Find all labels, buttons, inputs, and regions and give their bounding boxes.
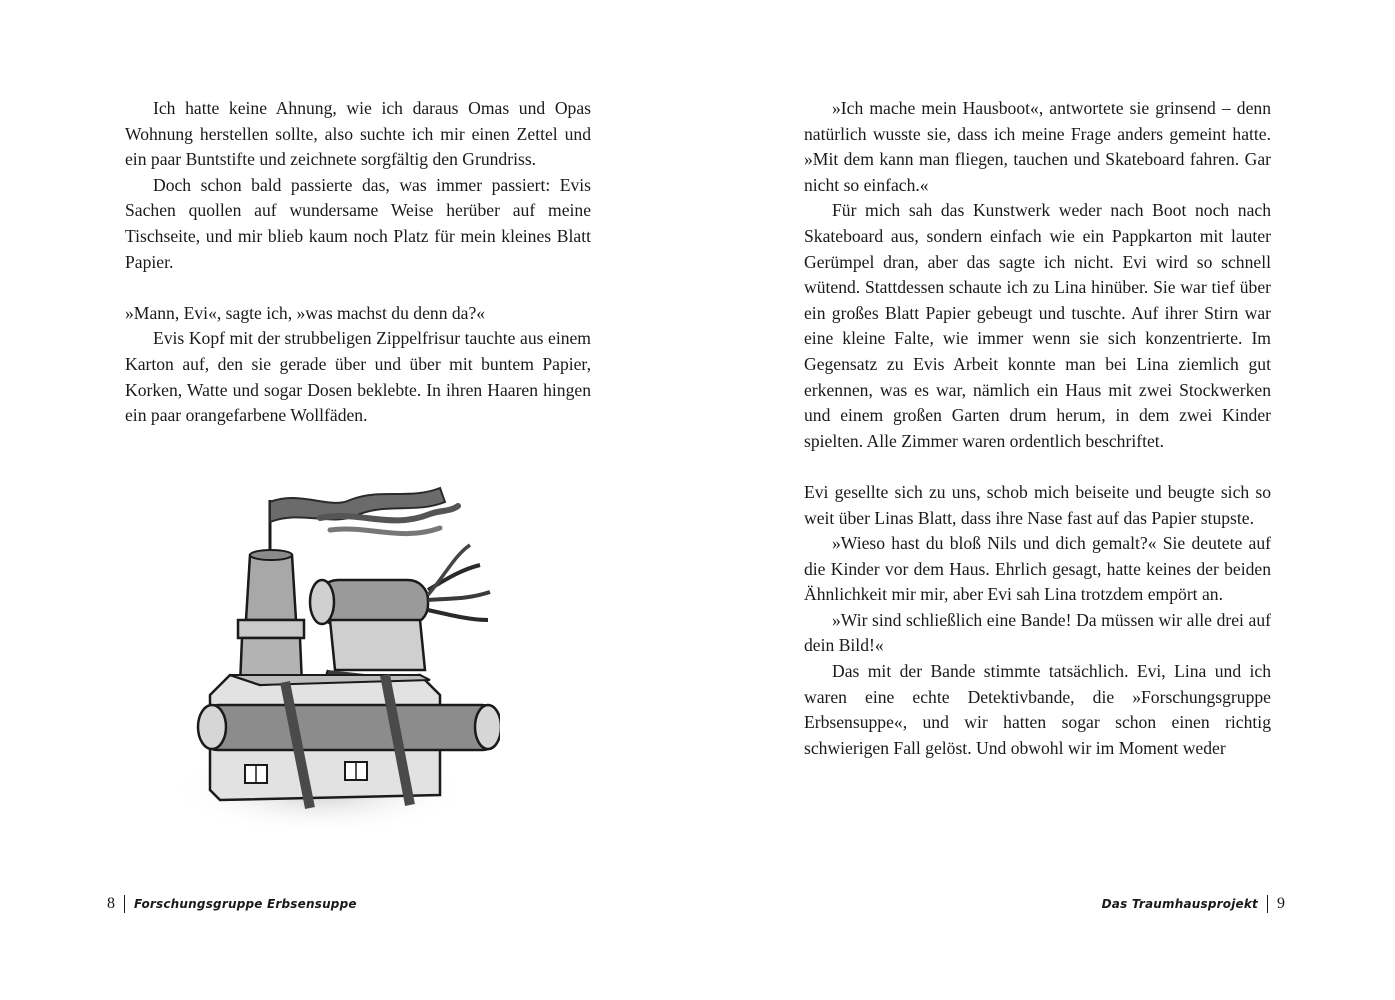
paragraph: »Wir sind schließlich eine Bande! Da müssen wir alle drei auf dein Bild!« <box>804 609 1271 656</box>
right-page-footer <box>1102 893 1285 915</box>
left-page-footer <box>107 893 357 915</box>
cardboard-houseboat-illustration <box>170 470 500 840</box>
flag-streamer <box>330 528 440 534</box>
paragraph: Evi gesellte sich zu uns, schob mich beiseite und beugte sich so weit über Linas Blatt, dass ihre Nase fast auf das Papier stupste. <box>804 481 1271 528</box>
page-number: 8 <box>107 895 115 912</box>
page-number: 9 <box>1277 895 1285 912</box>
paragraph: Evis Kopf mit der strubbeligen Zippelfrisur tauchte aus einem Karton auf, den sie gerade über und über mit buntem Papier, Korken, Watte und sogar Dosen beklebte. In ihren Haaren hingen ein paar orangefarbene Wollfäden. <box>125 328 591 426</box>
paragraph: »Wieso hast du bloß Nils und dich gemalt?« Sie deutete auf die Kinder vor dem Haus. Ehrlich gesagt, hatte keines der beiden Ähnlichkeit mir mir, aber Evi sah Lina trotzdem empört an. <box>804 533 1271 605</box>
paragraph: Doch schon bald passierte das, was immer passiert: Evis Sachen quollen auf wundersame Weise herüber auf meine Tischseite, und mir blieb kaum noch Platz für mein kleines Blatt Papier. <box>125 174 591 272</box>
paragraph: Ich hatte keine Ahnung, wie ich daraus Omas und Opas Wohnung herstellen sollte, also suchte ich mir einen Zettel und ein paar Buntstifte und zeichnete sorgfältig den Grundriss. <box>125 98 591 170</box>
right-page-text <box>804 96 1271 761</box>
chimney-cup <box>246 555 296 620</box>
running-head: Das Traumhausprojekt <box>1101 897 1258 911</box>
right-page <box>697 0 1395 1000</box>
side-tube <box>200 705 500 750</box>
left-page-text <box>125 96 591 429</box>
footer-divider <box>124 895 125 913</box>
paragraph: »Mann, Evi«, sagte ich, »was machst du denn da?« <box>125 302 486 323</box>
left-page <box>0 0 697 1000</box>
paragraph: »Ich mache mein Hausboot«, antwortete sie grinsend – denn natürlich wusste sie, dass ich meine Frage anders gemeint hatte. »Mit dem kann man fliegen, tauchen und Skateboard fahren. Gar nicht so einfach.« <box>804 98 1271 195</box>
footer-divider <box>1267 895 1268 913</box>
running-head: Forschungsgruppe Erbsensuppe <box>134 897 357 911</box>
small-box <box>330 620 425 670</box>
paragraph: Das mit der Bande stimmte tatsächlich. Evi, Lina und ich waren eine echte Detektivbande, die »Forschungsgruppe Erbsensuppe«, und wir hatten sogar schon einen richtig schwierigen Fall gelöst. Und obwohl wir im Moment weder <box>804 661 1271 758</box>
paragraph: Für mich sah das Kunstwerk weder nach Boot noch nach Skateboard aus, sondern einfach wie ein Pappkarton mit lauter Gerümpel dran, aber das sagte ich nicht. Evi wird so schnell wütend. Stattdessen schaute ich zu Lina hinüber. Sie war tief über ein großes Blatt Papier gebeugt und tuschte. Auf ihrer Stirn war eine kleine Falte, wie immer wenn sie sich konzentrierte. Im Gegensatz zu Evis Arbeit konnte man bei Lina ziemlich gut erkennen, was es war, nämlich ein Haus mit zwei Stockwerken und einem großen Garten drum herum, in dem zwei Kinder spielten. Alle Zimmer waren ordentlich beschriftet. <box>804 200 1271 451</box>
